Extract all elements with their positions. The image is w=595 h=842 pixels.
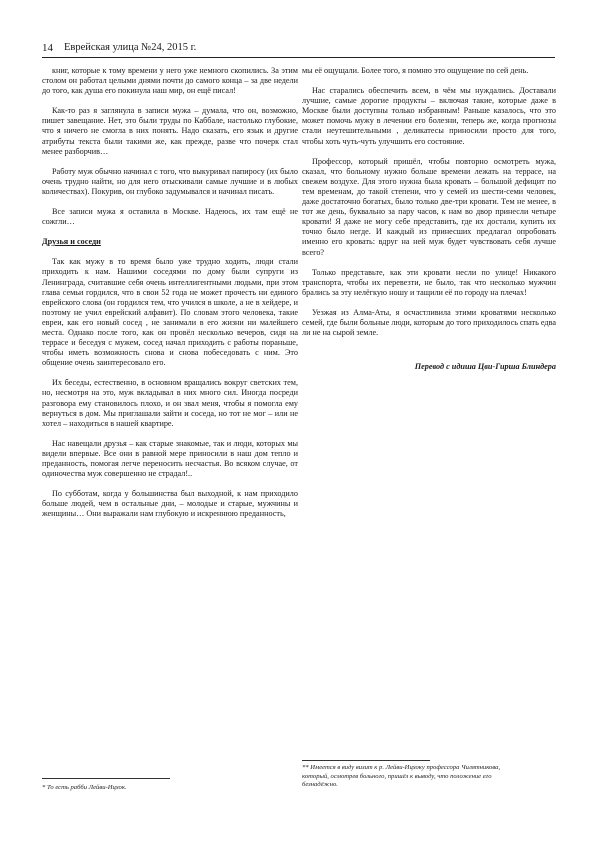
paragraph-gap	[42, 96, 298, 106]
paragraph-gap	[302, 76, 556, 86]
paragraph: Все записи мужа я оставила в Москве. Надеюсь, их там ещё не сожгли…	[42, 207, 298, 227]
paragraph: По субботам, когда у большинства был выходной, к нам приходило больше людей, чем в остальные дни, – молодые и старые, мужчины и женщины… Они выражали нам глубокую и искреннюю преданность,	[42, 489, 298, 519]
paragraph-gap	[302, 258, 556, 268]
translation-credit: Перевод с идиша Цви-Гирша Блиндера	[414, 362, 556, 372]
paragraph-gap	[42, 197, 298, 207]
paragraph-gap	[302, 338, 556, 348]
paragraph-gap	[42, 227, 298, 237]
page-number: 14	[42, 42, 53, 54]
paragraph-gap	[42, 247, 298, 257]
left-column	[42, 66, 298, 519]
paragraph: Так как мужу в то время было уже трудно ходить, люди стали приходить к нам. Нашими соседями по дому были супруги из Ленинграда, считавшие себя очень интеллигентными людьми, при этом глава семьи гордился, что в свои 52 года не может прочесть ни единого еврейского слова (он гордился тем, что учился в школе, а не в хейдере, и поэтому не учил еврейский алфавит). По словам этого человека, такие евреи, как его новый сосед , не занимали в его жизни ни малейшего места. Однако после того, как он провёл несколько вечеров, сидя на террасе и беседуя с мужем, сосед начал приходить с работы пораньше, чтобы иметь возможность снова и снова побеседовать с ним. Это общение очень заинтересовало его.	[42, 257, 298, 368]
paragraph: Нас старались обеспечить всем, в чём мы нуждались. Доставали лучшие, самые дорогие продукты – включая такие, которые даже в Москве были доступны только избранным! Раньше казалось, что это может помочь мужу в лечении его болезни, теперь же, когда прогнозы стали неутешительными , деликатесы приносили просто для того, чтобы хоть чуть-чуть улучшить его состояние.	[302, 86, 556, 146]
paragraph: Только представьте, как эти кровати несли по улице! Никакого транспорта, чтобы их перевезти, не было, так что несколько мужчин брались за эту нелёгкую ношу и тащили её по городу на плечах!	[302, 267, 556, 297]
publication-title: Еврейская улица №24, 2015 г.	[64, 42, 197, 53]
footnote-left: * То есть рабби Лейви-Ицхок.	[42, 784, 127, 791]
paragraph-gap	[42, 157, 298, 167]
paragraph: мы её ощущали. Более того, я помню это ощущение по сей день.	[302, 66, 529, 75]
paragraph-gap	[42, 368, 298, 378]
paragraph-gap	[42, 479, 298, 489]
footnote-divider-left	[42, 778, 170, 779]
paragraph-gap	[42, 429, 298, 439]
page-header	[42, 41, 555, 58]
paragraph-gap	[302, 298, 556, 308]
paragraph-gap	[302, 147, 556, 157]
paragraph: Работу муж обычно начинал с того, что выкуривал папиросу (их было очень трудно найти, но для него отыскивали самые лучшие и в любых количествах). Покурив, он глубоко задумывался и начинал писать.	[42, 166, 298, 196]
paragraph: Как-то раз я заглянула в записи мужа – думала, что он, возможно, пишет завещание. Нет, это были труды по Каббале, настолько глубокие, что я ничего не смогла в них понять. Надо сказать, его язык и другие атрибуты текста были такими же, как прежде, разве что почерк стал менее разборчив…	[42, 106, 298, 156]
footnote-right: ** Имеется в виду визит к р. Лейви-Ицхоку профессора Чилятникова, который, осмотрев больного, пришёл к выводу, что положение его безнадёжно.	[302, 764, 501, 788]
paragraph: книг, которые к тому времени у него уже немного скопились. За этим столом он работал целыми днями почти до самого конца – за две недели до того, как душа его покинула наш мир, он ещё писал!	[42, 66, 298, 96]
footnote-divider-right	[302, 760, 430, 761]
paragraph: Нас навещали друзья – как старые знакомые, так и люди, которых мы видели впервые. Все они в равной мере приносили в наш дом тепло и преданность, помогая легче переносить несчастья. Во всяком случае, от одиночества муж совершенно не страдал!..	[42, 438, 298, 479]
paragraph: Профессор, который пришёл, чтобы повторно осмотреть мужа, сказал, что больному нужно больше времени лежать на террасе, на свежем воздухе. Для этого нужна была кровать – большой дефицит по тем временам, до такой степени, что у семей из шести-семи человек, даже достаточно богатых, было только две-три кровати. Тем не менее, в тот же день, буквально за пару часов, к нам во двор принесли четыре кровати! Я даже не могу себе представить, где их достали, купить их точно было негде. И каждый из принесших предлагал опробовать именно его кровать: вдруг на ней муж будет чувствовать себя лучше всего?	[302, 156, 556, 257]
paragraph: Их беседы, естественно, в основном вращались вокруг светских тем, но, несмотря на это, муж вкладывал в них много сил. Иногда посреди разговора ему становилось плохо, и он звал меня, чтобы я помогла ему вернуться в дом. Мы приглашали зайти и соседа, но тот не мог – или не хотел – находиться в нашей квартире.	[42, 378, 298, 428]
paragraph: Уезжая из Алма-Аты, я осчастливила этими кроватями несколько семей, где были больные люди, которым до того приходилось спать едва ли не на сырой земле.	[302, 307, 556, 338]
right-column	[302, 66, 556, 372]
section-heading: Друзья и соседи	[42, 237, 101, 247]
